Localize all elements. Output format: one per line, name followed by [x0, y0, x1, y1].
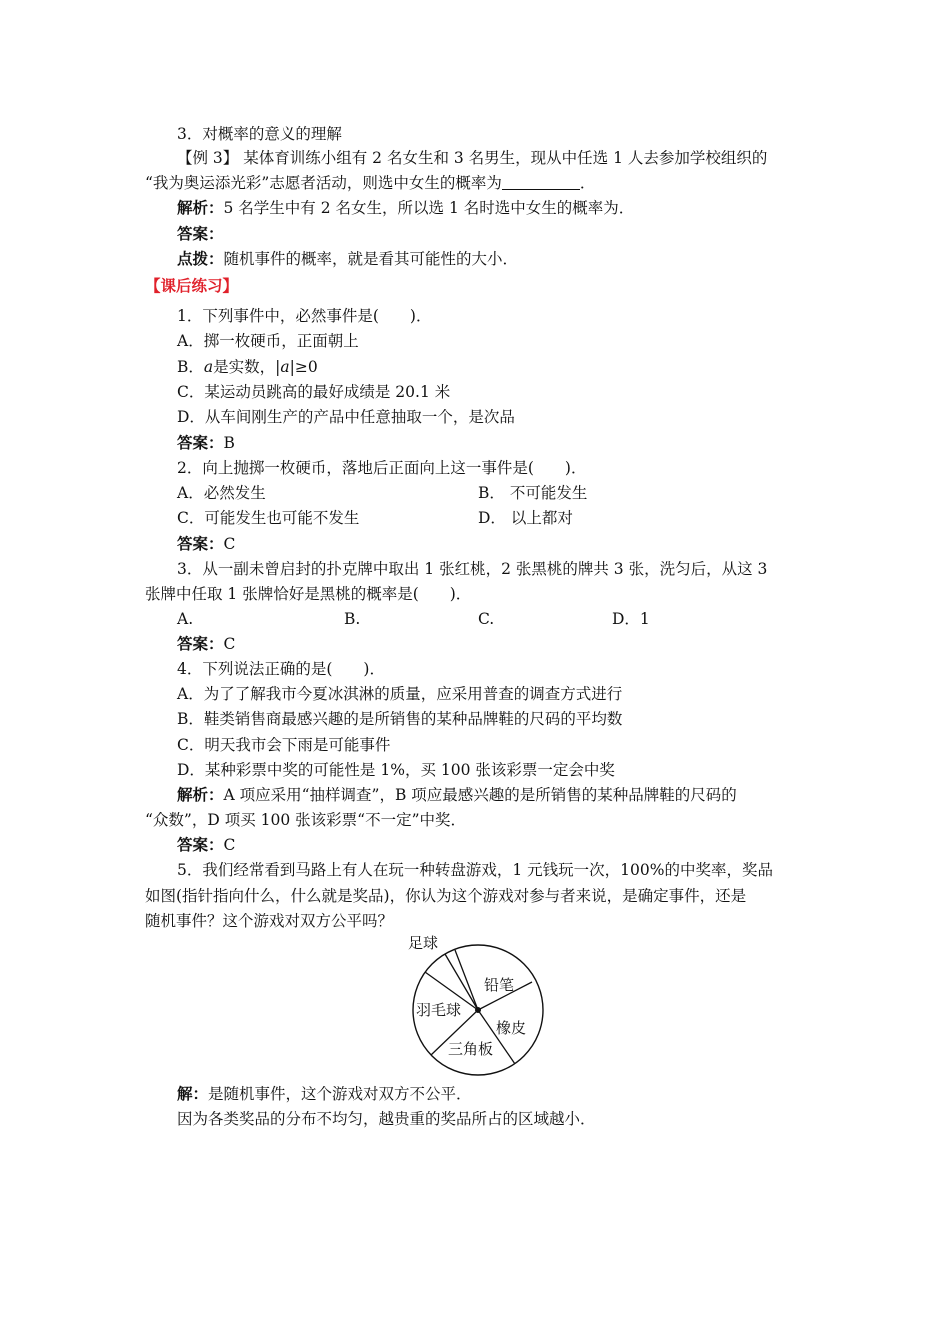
example-tag: 【例 3】 — [177, 149, 239, 167]
section-heading: 3．对概率的意义的理解 — [177, 125, 342, 143]
q5-solution-1 — [177, 1084, 472, 1104]
q3-answer-label: 答案： — [177, 634, 224, 653]
q2-answer — [177, 534, 235, 554]
q5-solution-text-1: 是随机事件，这个游戏对双方不公平． — [208, 1085, 472, 1103]
example-text-2: “我为奥运添光彩”志愿者活动，则选中女生的概率为 — [145, 174, 502, 192]
q5-stem-1: 5．我们经常看到马路上有人在玩一种转盘游戏，1 元钱玩一次，100%的中奖率，奖品 — [177, 861, 773, 879]
example-text-2-end: ． — [579, 174, 596, 192]
q1-b-var2: a — [280, 358, 290, 376]
q1-b-prefix: B． — [177, 358, 204, 376]
q3-stem-1: 3．从一副未曾启封的扑克牌中取出 1 张红桃，2 张黑桃的牌共 3 张，洗匀后，从这 3 — [177, 560, 768, 578]
q3-option-d: D．1 — [612, 610, 650, 628]
q1-answer-label: 答案： — [177, 433, 224, 452]
q4-analysis-2: “众数”，D 项买 100 张该彩票“不一定”中奖． — [145, 811, 466, 829]
q1-option-d: D．从车间刚生产的产品中任意抽取一个，是次品 — [177, 408, 515, 426]
q4-analysis-1 — [177, 785, 737, 805]
q4-option-a: A．为了了解我市今夏冰淇淋的质量，应采用普查的调查方式进行 — [177, 685, 623, 703]
q1-option-a: A．掷一枚硬币，正面朝上 — [177, 332, 359, 350]
q2-answer-value: C — [223, 535, 236, 553]
label-pencil: 铅笔 — [484, 976, 515, 994]
q4-answer — [177, 835, 235, 855]
q4-analysis-text-1: A 项应采用“抽样调查”，B 项应最感兴趣的是所销售的某种品牌鞋的尺码的 — [223, 786, 737, 804]
q3-option-c: C. — [478, 610, 495, 628]
example-line-2 — [145, 173, 595, 193]
q1-stem: 1．下列事件中，必然事件是( )． — [177, 307, 432, 325]
q3-answer — [177, 634, 235, 654]
q3-option-b: B. — [344, 610, 361, 628]
spinner-center — [475, 1007, 481, 1013]
q3-answer-value: C — [223, 635, 236, 653]
analysis-label: 解析： — [177, 198, 224, 217]
q4-analysis-label: 解析： — [177, 785, 224, 804]
answer-label: 答案： — [177, 224, 224, 243]
answer-blank — [502, 175, 580, 190]
q3-stem-2: 张牌中任取 1 张牌恰好是黑桃的概率是( )． — [145, 585, 472, 603]
label-badminton: 羽毛球 — [416, 1001, 462, 1019]
label-football: 足球 — [408, 934, 439, 952]
label-eraser: 橡皮 — [496, 1019, 527, 1037]
q4-option-b: B．鞋类销售商最感兴趣的是所销售的某种品牌鞋的尺码的平均数 — [177, 710, 623, 728]
q2-stem: 2．向上抛掷一枚硬币，落地后正面向上这一事件是( )． — [177, 459, 587, 477]
tip-label: 点拨： — [177, 249, 224, 268]
q5-stem-2: 如图(指针指向什么，什么就是奖品)，你认为这个游戏对参与者来说，是确定事件，还是 — [145, 887, 747, 905]
tip-line — [177, 249, 518, 269]
q2-answer-label: 答案： — [177, 534, 224, 553]
q4-stem: 4．下列说法正确的是( )． — [177, 660, 385, 678]
q1-b-var: a — [203, 358, 214, 376]
q1-answer — [177, 433, 235, 453]
q5-stem-3: 随机事件？这个游戏对双方公平吗？ — [145, 912, 394, 930]
q1-answer-value: B — [223, 434, 235, 452]
example-text-1: 某体育训练小组有 2 名女生和 3 名男生，现从中任选 1 人去参加学校组织的 — [238, 149, 768, 167]
q2-option-a: A．必然发生 — [177, 484, 266, 502]
q4-answer-value: C — [223, 836, 236, 854]
analysis-line — [177, 198, 634, 218]
q4-option-d: D．某种彩票中奖的可能性是 1%，买 100 张该彩票一定会中奖 — [177, 761, 615, 779]
q4-answer-label: 答案： — [177, 835, 224, 854]
q1-option-b — [177, 357, 318, 377]
q5-solution-2: 因为各类奖品的分布不均匀，越贵重的奖品所占的区域越小． — [177, 1110, 596, 1128]
q1-b-mid: 是实数，| — [213, 358, 281, 376]
q2-option-c: C．可能发生也可能不发生 — [177, 509, 360, 527]
exercises-title: 【课后练习】 — [145, 276, 239, 295]
q1-b-post: |≥0 — [289, 358, 318, 376]
tip-text: 随机事件的概率，就是看其可能性的大小． — [223, 250, 519, 268]
example-line-1 — [177, 148, 767, 168]
q3-option-a: A. — [177, 610, 194, 628]
label-triangle: 三角板 — [448, 1040, 494, 1058]
spinner-figure — [400, 930, 550, 1080]
q1-option-c: C．某运动员跳高的最好成绩是 20.1 米 — [177, 383, 451, 401]
q4-option-c: C．明天我市会下雨是可能事件 — [177, 736, 391, 754]
q5-solution-label: 解： — [177, 1084, 209, 1103]
q2-option-b: B． 不可能发生 — [478, 484, 588, 502]
q2-option-d: D． 以上都对 — [478, 509, 573, 527]
analysis-text: 5 名学生中有 2 名女生，所以选 1 名时选中女生的概率为． — [223, 199, 635, 217]
